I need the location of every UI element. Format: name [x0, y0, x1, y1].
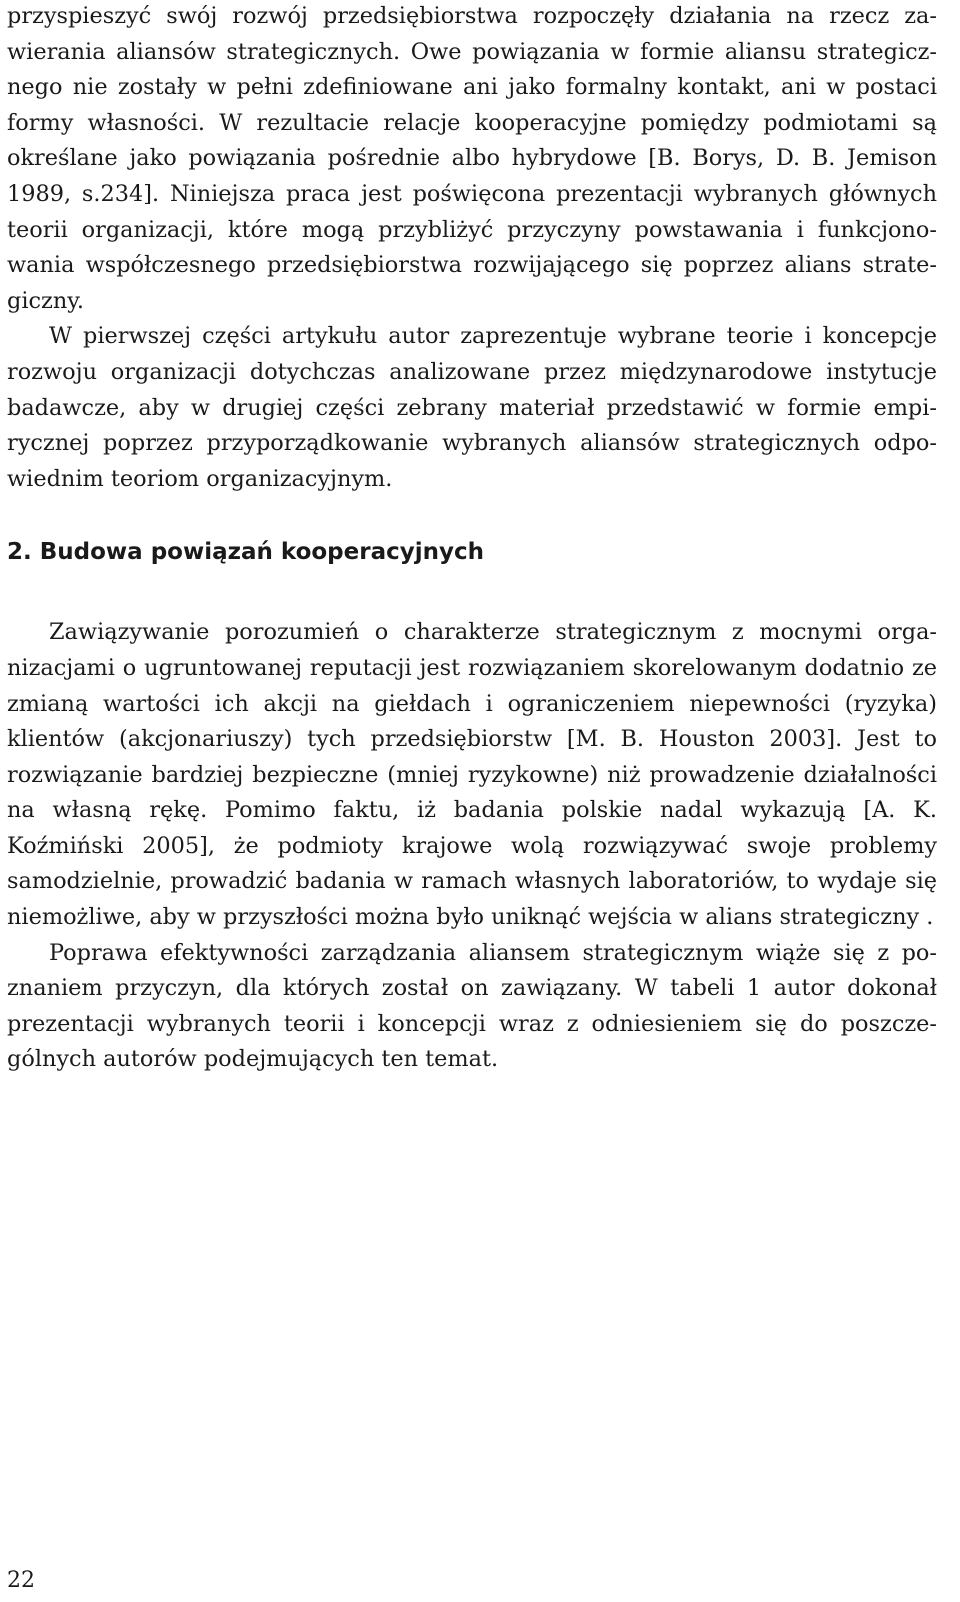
section-paragraph-1: Zawiązywanie porozumień o charakterze strategicznym z mocnymi organizacjami o ugruntowanej reputacji jest rozwiązaniem skorelowanym dodatnio ze zmianą wartości ich akcji na giełdach i ograniczeniem niepewności (ryzyka) klientów (akcjonariuszy) tych przedsiębiorstw [M. B. Houston 2003]. Jest to rozwiązanie bardziej bezpieczne (mniej ryzykowne) niż prowadzenie działalności na własną rękę. Pomimo faktu, iż badania polskie nadal wykazują [A. K. Koźmiński 2005], że podmioty krajowe wolą rozwiązywać swoje problemy samodzielnie, prowadzić badania w ramach własnych laboratoriów, to wydaje się niemożliwe, aby w przyszłości można było uniknąć wejścia w alians strategiczny .: [7, 619, 937, 931]
document-page: [7, 0, 937, 1078]
intro-paragraph-1: przyspieszyć swój rozwój przedsiębiorstwa rozpoczęły działania na rzecz zawierania aliansów strategicznych. Owe powiązania w formie aliansu strategicznego nie zostały w pełni zdefiniowane ani jako formalny kontakt, ani w postaci formy własności. W rezultacie relacje kooperacyjne pomiędzy podmiotami są określane jako powiązania pośrednie albo hybrydowe [B. Borys, D. B. Jemison 1989, s.234]. Niniejsza praca jest poświęcona prezentacji wybranych głównych teorii organizacji, które mogą przybliżyć przyczyny powstawania i funkcjonowania współczesnego przedsiębiorstwa rozwijającego się poprzez alians strategiczny.: [7, 3, 937, 314]
section-body: [7, 615, 937, 1078]
section-heading: 2. Budowa powiązań kooperacyjnych: [7, 539, 484, 566]
section-paragraph-2: Poprawa efektywności zarządzania aliansem strategicznym wiąże się z poznaniem przyczyn, dla których został on zawiązany. W tabeli 1 autor dokonał prezentacji wybranych teorii i koncepcji wraz z odniesieniem się do poszczególnych autorów podejmujących ten temat.: [7, 939, 937, 1073]
intro-paragraph-2: W pierwszej części artykułu autor zaprezentuje wybrane teorie i koncepcje rozwoju organizacji dotychczas analizowane przez międzynarodowe instytucje badawcze, aby w drugiej części zebrany materiał przedstawić w formie empirycznej poprzez przyporządkowanie wybranych aliansów strategicznych odpowiednim teoriom organizacyjnym.: [7, 323, 937, 492]
page-number: 22: [7, 1568, 35, 1593]
